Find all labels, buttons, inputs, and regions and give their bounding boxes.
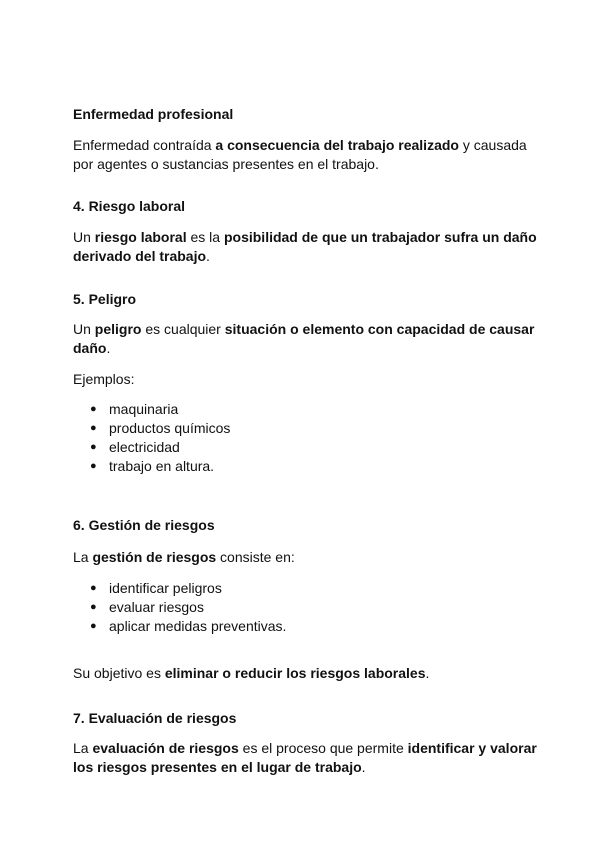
list-item-text: electricidad [109,439,180,455]
text-segment: es cualquier [141,321,225,337]
list-item-text: trabajo en altura. [109,458,215,474]
bold-segment: riesgo laboral [94,229,187,245]
text-segment: . [361,759,366,775]
text-segment: Un [73,321,95,337]
paragraph-evaluacion-de-riesgos [73,739,543,777]
bold-segment: identificar y valorar los riesgos presentes en el lugar de trabajo [73,740,537,775]
bullet-icon: ● [90,460,97,472]
list-item-text: productos químicos [109,420,231,436]
gestion-list [73,579,543,636]
list-item [73,617,543,636]
paragraph-objetivo [73,664,543,683]
text-segment: Enfermedad contraída [73,137,216,153]
list-item [73,579,543,598]
heading-enfermedad-profesional: Enfermedad profesional [73,106,234,122]
text-segment: . [425,665,430,681]
bold-segment: gestión de riesgos [92,549,217,565]
bold-segment: eliminar o reducir los riesgos laborales [164,665,426,681]
bold-segment: posibilidad de que un trabajador sufra un daño derivado del trabajo [73,229,537,264]
list-item [73,598,543,617]
bold-segment: evaluación de riesgos [92,740,239,756]
heading-riesgo-laboral: 4. Riesgo laboral [73,198,186,214]
text-segment: . [106,340,111,356]
list-item-text: maquinaria [109,401,179,417]
text-segment: y causada por agentes o sustancias presentes en el trabajo. [73,137,527,172]
bold-segment: situación o elemento con capacidad de causar daño [73,321,535,356]
bold-segment: peligro [94,321,142,337]
paragraph-enfermedad-profesional [73,136,543,174]
paragraph-peligro [73,320,543,358]
list-item [73,400,543,419]
list-item [73,457,543,476]
text-segment: consiste en: [216,549,295,565]
examples-list [73,400,543,476]
list-item-text: aplicar medidas preventivas. [109,618,287,634]
bullet-icon: ● [90,582,97,594]
text-segment: La [73,740,93,756]
heading-gestion-de-riesgos: 6. Gestión de riesgos [73,517,215,533]
text-segment: Un [73,229,95,245]
text-segment: es la [186,229,224,245]
bold-segment: a consecuencia del trabajo realizado [215,137,459,153]
list-item-text: identificar peligros [109,580,222,596]
text-segment: . [206,248,210,264]
text-segment: La [73,549,93,565]
bullet-icon: ● [90,403,97,415]
list-item [73,419,543,438]
bullet-icon: ● [90,422,97,434]
text-segment: Su objetivo es [73,665,165,681]
paragraph-gestion-de-riesgos [73,548,543,567]
paragraph-riesgo-laboral [73,228,543,266]
bullet-icon: ● [90,601,97,613]
list-item [73,438,543,457]
bullet-icon: ● [90,620,97,632]
heading-peligro: 5. Peligro [73,291,137,307]
text-segment: es el proceso que permite [238,740,408,756]
bullet-icon: ● [90,441,97,453]
examples-label: Ejemplos: [73,371,135,387]
heading-evaluacion-de-riesgos: 7. Evaluación de riesgos [73,710,237,726]
list-item-text: evaluar riesgos [109,599,204,615]
